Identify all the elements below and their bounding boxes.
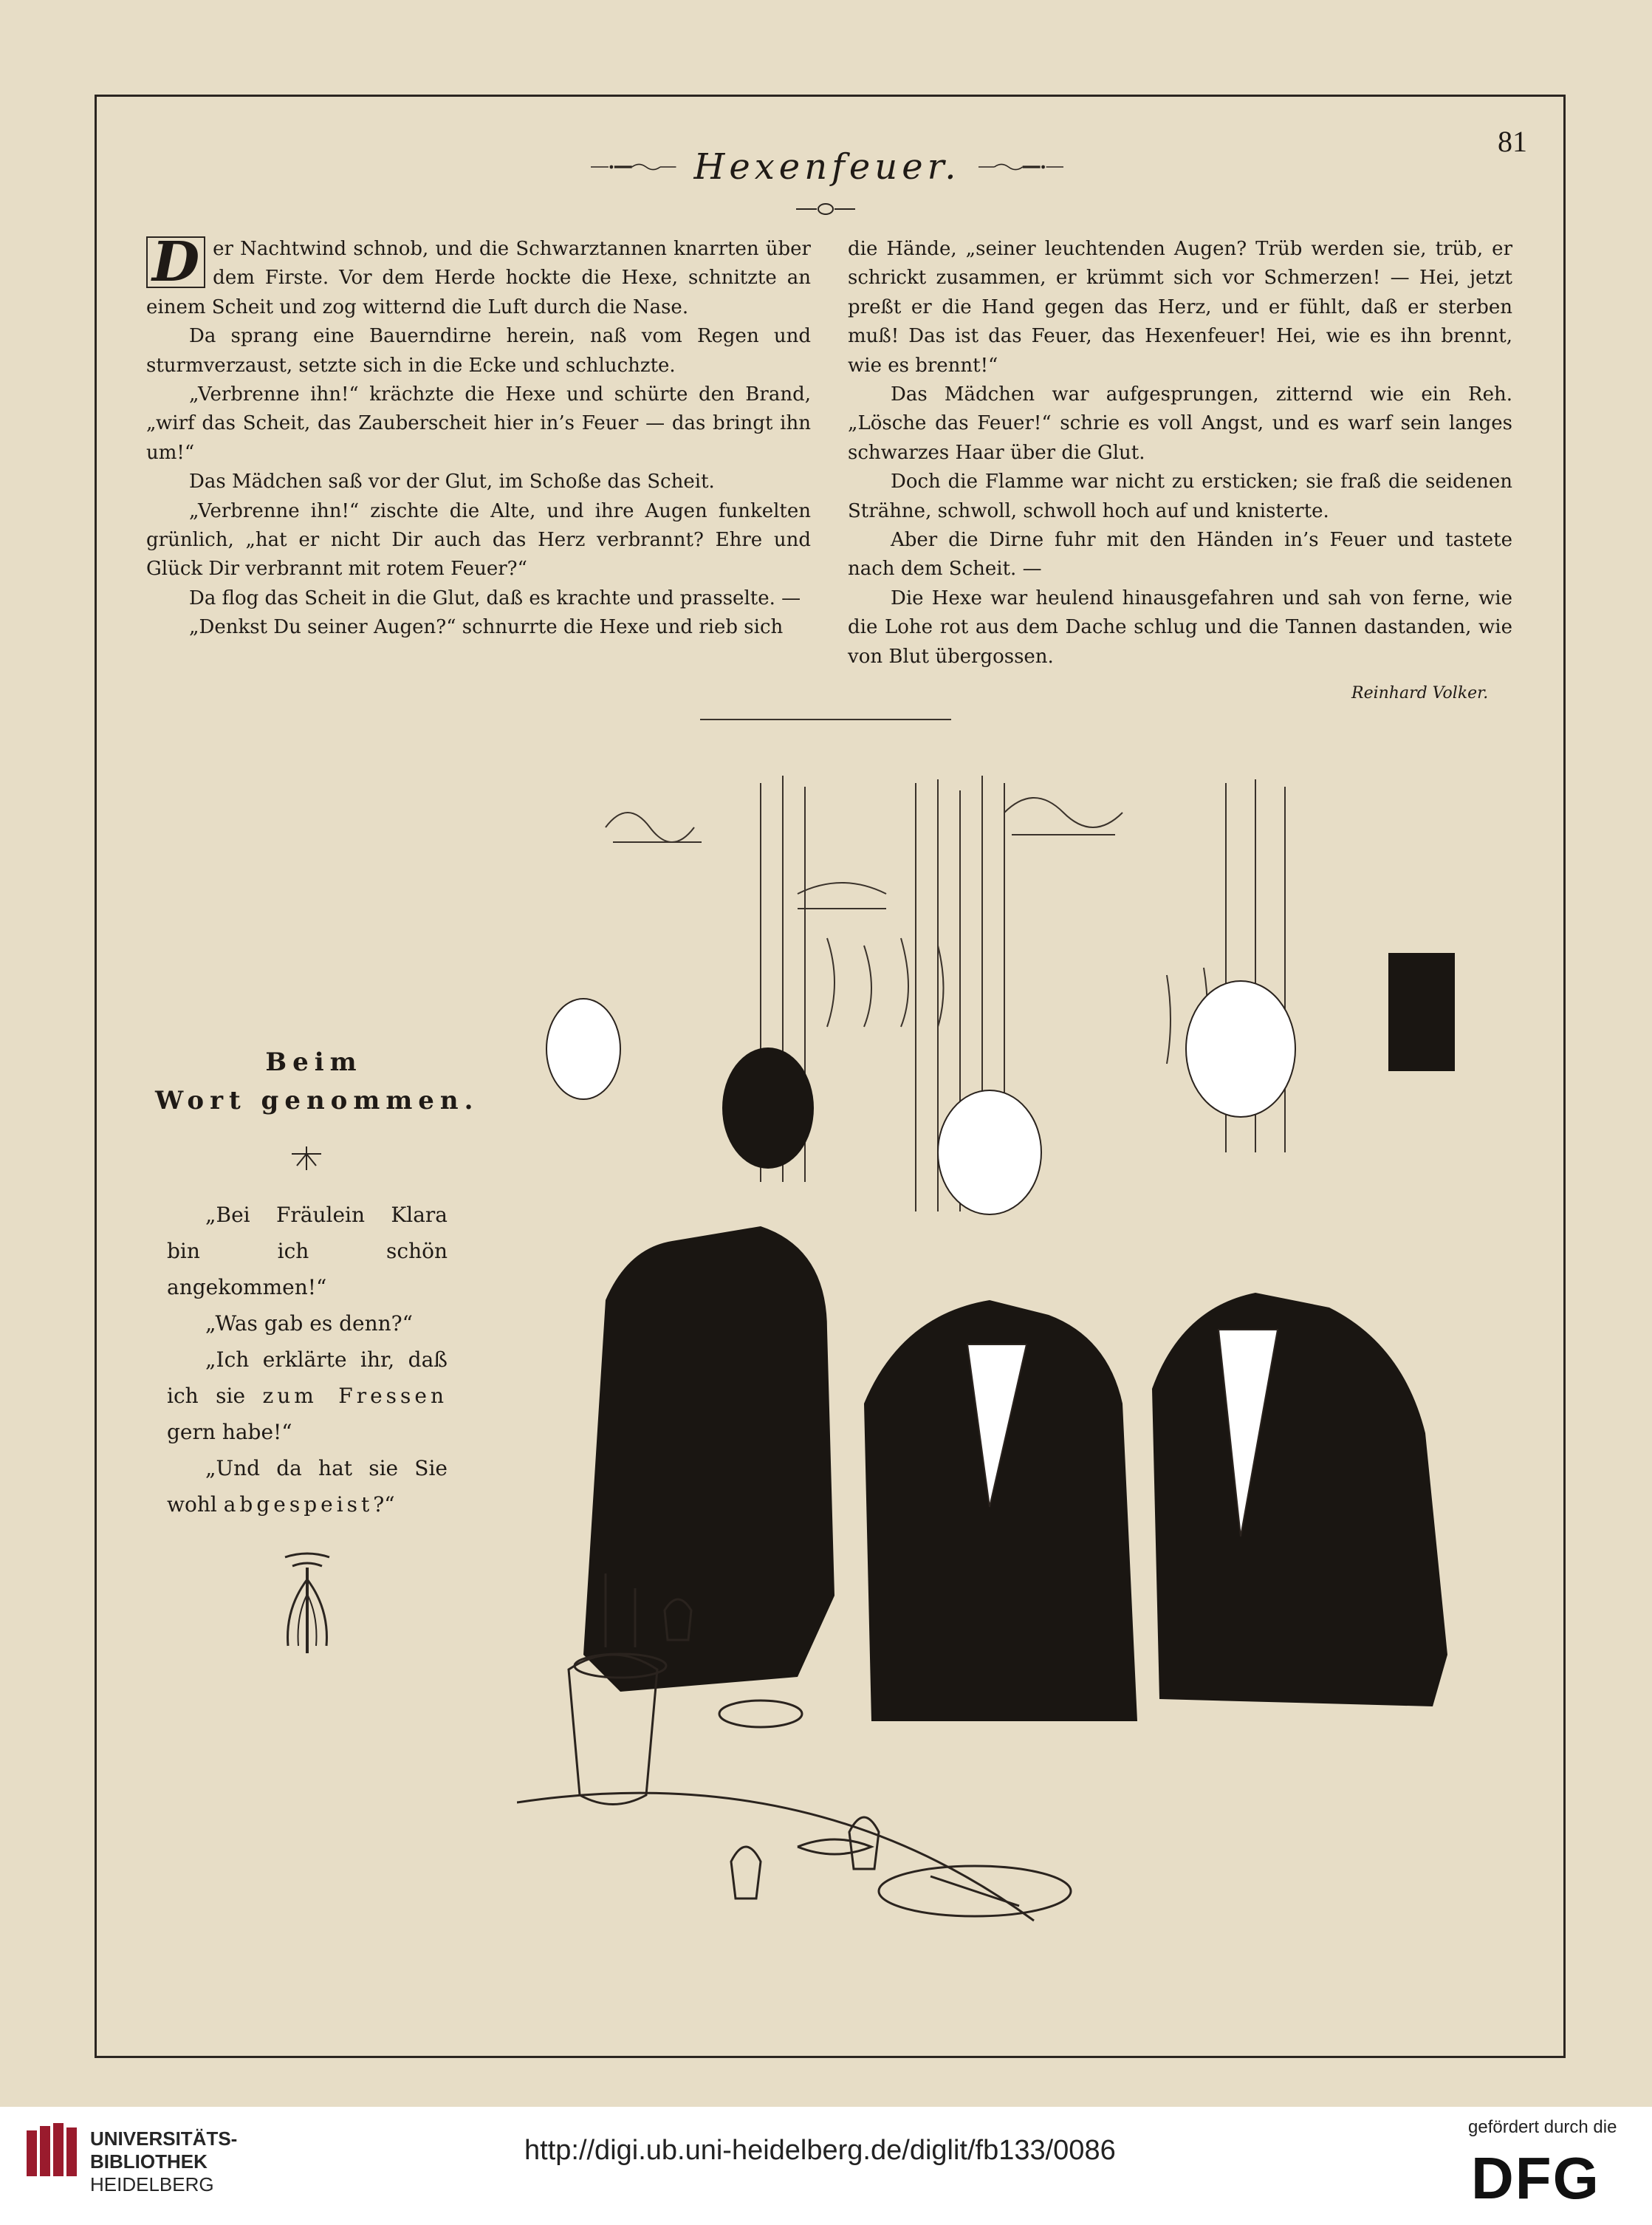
dfg-logo: DFG [1471,2145,1600,2211]
permalink-url[interactable]: http://digi.ub.uni-heidelberg.de/diglit/fb133/0086 [524,2135,1116,2166]
dialogue-text: ?“ [373,1492,395,1517]
end-flourish-icon [263,1550,352,1661]
library-line: UNIVERSITÄTS- [90,2127,238,2150]
story-column-right [848,235,1512,671]
story-title: Hexenfeuer. [693,146,961,188]
dropcap-letter: D [146,236,205,288]
title-row [591,145,1063,189]
dialogue-line [167,1450,448,1522]
story-paragraph: „Verbrenne ihn!“ krächzte die Hexe und schürte den Brand, „wirf das Scheit, das Zauberscheit hier in’s Feuer — das bringt ihn um!“ [146,383,811,464]
library-name [90,2127,237,2196]
dialogue-line: „Was gab es denn?“ [205,1311,413,1336]
story-paragraph: Doch die Flamme war nicht zu ersticken; sie fraß die seidenen Strähne, schwoll, schwoll hoch auf und knisterte. [848,471,1512,522]
cartoon-dialogue [167,1197,448,1522]
left-flourish-icon [591,160,679,174]
library-line: BIBLIOTHEK [90,2150,208,2173]
story-paragraph: Aber die Dirne fuhr mit den Händen in’s Feuer und tastete nach dem Scheit. — [848,529,1512,581]
story-paragraph: Die Hexe war heulend hinausgefahren und sah von ferne, wie die Lohe rot aus dem Dache schlug und die Tannen dastanden, wie von Blut übergossen. [848,587,1512,668]
story-paragraph: er Nachtwind schnob, und die Schwarztannen knarrten über dem Firste. Vor dem Herde hockte die Hexe, schnitzte an einem Scheit und zog witternd die Luft durch die Nase. [146,238,811,318]
story-paragraph: „Denkst Du seiner Augen?“ schnurrte die Hexe und rieb sich [189,616,784,639]
story-column-left [146,230,811,643]
library-line: HEIDELBERG [90,2173,214,2195]
ballroom-illustration [517,768,1536,1958]
dialogue-text: gern habe!“ [167,1420,292,1444]
author-signature: Reinhard Volker. [1351,684,1489,703]
university-library-logo-icon [27,2123,81,2182]
story-paragraph: Da sprang eine Bauerndirne herein, naß vom Regen und sturmverzaust, setzte sich in die Ecke und schluchzte. [146,325,811,377]
funding-note: gefördert durch die [1468,2117,1617,2137]
emphasized-phrase: zum Fressen [262,1384,448,1408]
library-footer [0,2107,1652,2225]
right-flourish-icon [976,160,1063,174]
story-paragraph: die Hände, „seiner leuchtenden Augen? Trüb werden sie, trüb, er schrickt zusammen, er krümmt sich vor Schmerzen! — Hei, jetzt preßt er die Hand gegen das Herz, und er fühlt, daß er sterben muß! Das ist das Feuer, das Hexenfeuer! Hei, wie es ihn brennt, wie es brennt!“ [848,238,1512,377]
dialogue-text: „Ich erklärte ihr, daß ich sie [167,1347,448,1408]
story-paragraph: Da flog das Scheit in die Glut, daß es krachte und prasselte. — [189,587,801,609]
cartoon-subheading: Wort genommen. [155,1086,479,1115]
asterism-ornament-icon [288,1144,325,1173]
story-paragraph: Das Mädchen war aufgesprungen, zitternd wie ein Reh. „Lösche das Feuer!“ schrie es voll Angst, und es warf sein langes schwarzes Haar über die Glut. [848,383,1512,464]
story-paragraph: „Verbrenne ihn!“ zischte die Alte, und ihre Augen funkelten grünlich, „hat er nicht Dir auch das Herz verbrannt? Ehre und Glück Dir verbrannt mit rotem Feuer?“ [146,499,811,581]
dialogue-text: „Und da hat sie Sie wohl [167,1456,448,1517]
center-ornament-icon [796,198,855,220]
dialogue-line [167,1342,448,1450]
emphasized-phrase: abgespeist [223,1492,374,1517]
page-number: 81 [1498,125,1527,158]
dialogue-line: „Bei Fräulein Klara bin ich schön angekommen!“ [167,1203,448,1299]
section-divider [700,719,951,720]
cartoon-heading: Beim [265,1047,363,1077]
story-paragraph: Das Mädchen saß vor der Glut, im Schoße das Scheit. [189,471,715,493]
